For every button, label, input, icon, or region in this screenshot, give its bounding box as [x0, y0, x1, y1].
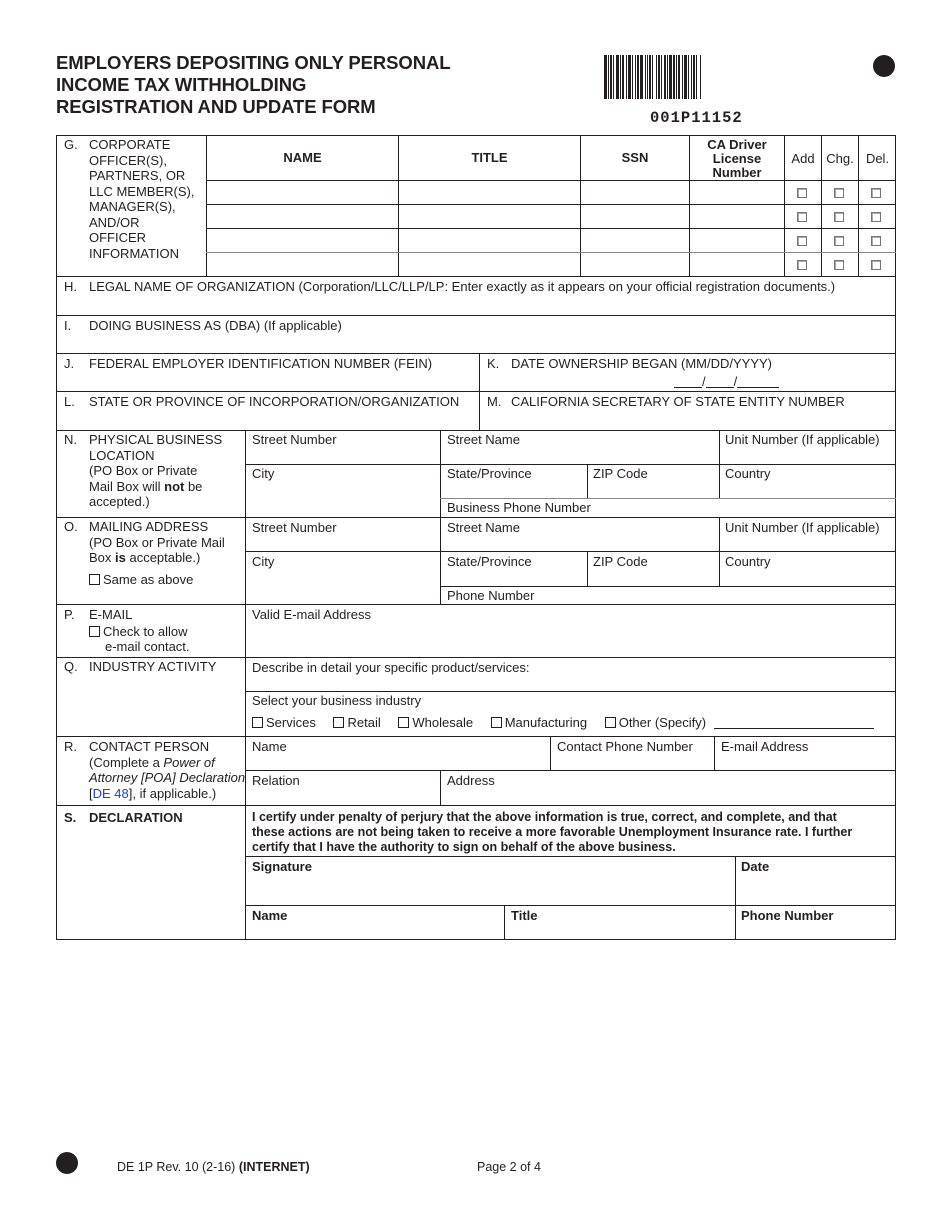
o-state-field[interactable]: State/Province: [447, 554, 532, 569]
r-note-italic: Attorney [POA] Declaration: [89, 770, 246, 785]
checkbox-icon[interactable]: [605, 717, 616, 728]
barcode-number: 001P11152: [650, 109, 743, 127]
officer-del-checkbox[interactable]: [871, 188, 881, 198]
g-label-line: AND/OR: [89, 214, 140, 230]
n-label-text: be: [184, 478, 203, 494]
statement-line: I certify under penalty of perjury that the above information is true, correct, and complete, and that: [252, 810, 837, 824]
section-m-letter: M.: [487, 394, 502, 409]
r-contact-phone-field[interactable]: Contact Phone Number: [557, 739, 693, 754]
officer-license-input[interactable]: [694, 184, 780, 202]
section-m-label: CALIFORNIA SECRETARY OF STATE ENTITY NUMBER: [511, 394, 845, 409]
o-street-name-field[interactable]: Street Name: [447, 520, 520, 535]
statement-line: certify that I have the authority to sign on behalf of the above business.: [252, 840, 676, 854]
title-line-2: INCOME TAX WITHHOLDING: [56, 74, 307, 95]
barcode-icon: [604, 55, 797, 99]
r-relation-field[interactable]: Relation: [252, 773, 300, 788]
col-header-chg: Chg.: [826, 151, 854, 166]
section-g-letter: G.: [64, 137, 78, 152]
other-specify-blank[interactable]: [714, 728, 874, 729]
section-o-letter: O.: [64, 519, 78, 534]
section-l-label: STATE OR PROVINCE OF INCORPORATION/ORGANIZATION: [89, 394, 460, 409]
section-k-label: DATE OWNERSHIP BEGAN (MM/DD/YYYY): [511, 356, 772, 371]
officer-license-input[interactable]: [694, 232, 780, 250]
r-note-text: (Complete a: [89, 754, 164, 770]
n-label-line: accepted.): [89, 494, 150, 509]
option-label: Other (Specify): [618, 715, 707, 730]
n-label-line: PHYSICAL BUSINESS: [89, 432, 223, 447]
checkbox-icon[interactable]: [89, 574, 100, 585]
option-label: Services: [266, 715, 316, 730]
declaration-name-field[interactable]: Name: [252, 908, 288, 923]
col-header-license: [690, 138, 784, 180]
section-n-letter: N.: [64, 432, 77, 447]
checkbox-icon[interactable]: [491, 717, 502, 728]
n-label-line: [89, 479, 222, 495]
n-zip-field[interactable]: ZIP Code: [593, 466, 648, 481]
section-s-letter: S.: [64, 810, 77, 825]
n-state-field[interactable]: State/Province: [447, 466, 532, 481]
same-as-above-label: Same as above: [103, 572, 194, 587]
o-city-field[interactable]: City: [252, 554, 275, 569]
email-contact-label: Check to allow: [103, 624, 188, 639]
n-street-name-field[interactable]: Street Name: [447, 432, 520, 447]
officer-del-checkbox[interactable]: [871, 212, 881, 222]
checkbox-icon[interactable]: [252, 717, 263, 728]
declaration-phone-field[interactable]: Phone Number: [741, 908, 834, 923]
option-label: Manufacturing: [504, 715, 588, 730]
officer-ssn-input[interactable]: [585, 232, 685, 250]
date-sep: /: [702, 374, 706, 389]
o-label-text: Box: [89, 550, 116, 565]
section-q-letter: Q.: [64, 659, 78, 674]
date-month-blank[interactable]: [674, 387, 702, 388]
section-o-label: [89, 519, 225, 566]
section-q-label: INDUSTRY ACTIVITY: [89, 659, 217, 674]
n-label-text: Mail Box will: [89, 478, 165, 494]
officer-ssn-input[interactable]: [585, 208, 685, 226]
registration-mark-icon: [873, 55, 895, 77]
r-note-text: ], if applicable.): [128, 785, 217, 801]
o-unit-field[interactable]: Unit Number (If applicable): [725, 520, 880, 535]
o-label-bold: is: [115, 550, 126, 565]
page-number: Page 2 of 4: [477, 1160, 541, 1174]
g-label-line: PARTNERS, OR: [89, 168, 186, 183]
form-revision: [117, 1160, 310, 1174]
g-label-line: LLC MEMBER(S),: [89, 183, 195, 199]
g-label-line: OFFICER: [89, 230, 147, 245]
option-services[interactable]: [252, 715, 316, 730]
g-label-line: MANAGER(S),: [89, 199, 176, 214]
section-k-letter: K.: [487, 356, 500, 371]
col-header-add: Add: [791, 151, 815, 166]
option-other[interactable]: [605, 715, 706, 730]
r-address-field[interactable]: Address: [447, 773, 495, 788]
date-year-blank[interactable]: [737, 387, 779, 388]
same-as-above-checkbox[interactable]: [89, 572, 193, 588]
officer-add-checkbox[interactable]: [797, 260, 807, 270]
n-phone-field[interactable]: Business Phone Number: [447, 500, 591, 515]
date-blanks[interactable]: [674, 374, 779, 390]
officer-ssn-input[interactable]: [585, 184, 685, 202]
form-id: DE 1P Rev. 10 (2-16): [117, 1160, 239, 1174]
officer-title-input[interactable]: [403, 208, 576, 226]
option-retail[interactable]: [333, 715, 380, 730]
n-street-number-field[interactable]: Street Number: [252, 432, 337, 447]
license-line: Number: [712, 165, 762, 180]
officer-name-input[interactable]: [211, 256, 394, 274]
officer-add-checkbox[interactable]: [797, 236, 807, 246]
option-label: Wholesale: [412, 715, 474, 730]
de48-link[interactable]: DE 48: [92, 785, 129, 801]
option-manufacturing[interactable]: [491, 715, 587, 730]
officer-chg-checkbox[interactable]: [834, 236, 844, 246]
statement-line: these actions are not being taken to receive a more favorable Unemployment Insurance rate. I further: [252, 825, 853, 839]
officer-name-input[interactable]: [211, 184, 394, 202]
section-j-letter: J.: [64, 356, 75, 371]
n-label-line: LOCATION: [89, 447, 155, 463]
checkbox-icon[interactable]: [398, 717, 409, 728]
option-label: Retail: [347, 715, 381, 730]
r-label-line: [DE 48], if applicable.): [89, 785, 217, 801]
r-label-line: [89, 755, 245, 771]
g-label-line: OFFICER(S),: [89, 152, 167, 168]
checkbox-icon[interactable]: [89, 626, 100, 637]
r-label-line: [89, 770, 245, 786]
section-i-label: DOING BUSINESS AS (DBA) (If applicable): [89, 318, 342, 333]
valid-email-field[interactable]: Valid E-mail Address: [252, 607, 371, 622]
declaration-title-field[interactable]: Title: [511, 908, 538, 923]
license-line: CA Driver: [707, 137, 767, 152]
option-wholesale[interactable]: [398, 715, 473, 730]
n-label-bold: not: [164, 478, 185, 494]
date-sep: /: [733, 374, 738, 389]
r-label-line: CONTACT PERSON: [89, 739, 210, 754]
declaration-statement: [252, 810, 852, 855]
officer-add-checkbox[interactable]: [797, 212, 807, 222]
officer-license-input[interactable]: [694, 256, 780, 274]
email-contact-checkbox[interactable]: [89, 624, 188, 640]
n-country-field[interactable]: Country: [725, 466, 771, 481]
o-country-field[interactable]: Country: [725, 554, 771, 569]
section-n-label: [89, 432, 222, 510]
section-p-label: E-MAIL: [89, 607, 133, 622]
describe-services-field[interactable]: Describe in detail your specific product/services:: [252, 660, 530, 675]
declaration-date-field[interactable]: Date: [741, 859, 770, 874]
officer-name-input[interactable]: [211, 208, 394, 226]
registration-mark-icon: [56, 1152, 78, 1174]
section-i-letter: I.: [64, 318, 72, 333]
r-name-field[interactable]: Name: [252, 739, 287, 754]
license-line: License: [712, 151, 762, 166]
section-j-label: FEDERAL EMPLOYER IDENTIFICATION NUMBER (FEIN): [89, 356, 433, 371]
officer-title-input[interactable]: [403, 184, 576, 202]
officer-chg-checkbox[interactable]: [834, 260, 844, 270]
form-title: [56, 52, 450, 118]
g-label-line: CORPORATE: [89, 137, 171, 152]
o-label-line: MAILING ADDRESS: [89, 519, 209, 534]
col-header-ssn: SSN: [621, 150, 649, 165]
officer-title-input[interactable]: [403, 256, 576, 274]
officer-title-input[interactable]: [403, 232, 576, 250]
title-line-3: REGISTRATION AND UPDATE FORM: [56, 96, 376, 117]
officer-name-input[interactable]: [211, 232, 394, 250]
officer-del-checkbox[interactable]: [871, 236, 881, 246]
email-contact-label-2: e-mail contact.: [105, 639, 190, 654]
o-label-line: [89, 550, 225, 566]
o-zip-field[interactable]: ZIP Code: [593, 554, 648, 569]
n-city-field[interactable]: City: [252, 466, 275, 481]
form-id-bold: (INTERNET): [238, 1160, 310, 1174]
n-label-line: (PO Box or Private: [89, 463, 198, 478]
officer-del-checkbox[interactable]: [871, 260, 881, 270]
section-h-label: LEGAL NAME OF ORGANIZATION (Corporation/LLC/LLP/LP: Enter exactly as it appears on your official registration documents.): [89, 279, 836, 294]
o-label-text: acceptable.): [125, 550, 201, 565]
col-header-title: TITLE: [471, 150, 508, 165]
section-p-letter: P.: [64, 607, 75, 622]
section-g-label: [89, 137, 194, 261]
select-industry-label: Select your business industry: [252, 693, 422, 708]
checkbox-icon[interactable]: [333, 717, 344, 728]
officer-chg-checkbox[interactable]: [834, 212, 844, 222]
officer-chg-checkbox[interactable]: [834, 188, 844, 198]
o-label-line: (PO Box or Private Mail: [89, 534, 225, 550]
section-r-letter: R.: [64, 739, 77, 754]
industry-options: [252, 715, 874, 731]
date-day-blank[interactable]: [706, 387, 734, 388]
officer-ssn-input[interactable]: [585, 256, 685, 274]
officer-add-checkbox[interactable]: [797, 188, 807, 198]
r-email-field[interactable]: E-mail Address: [721, 739, 809, 754]
signature-field[interactable]: Signature: [252, 859, 312, 874]
officer-license-input[interactable]: [694, 208, 780, 226]
section-r-label: [89, 739, 245, 801]
n-unit-field[interactable]: Unit Number (If applicable): [725, 432, 880, 447]
o-street-number-field[interactable]: Street Number: [252, 520, 337, 535]
title-line-1: EMPLOYERS DEPOSITING ONLY PERSONAL: [56, 52, 451, 73]
r-note-italic: Power of: [163, 754, 215, 770]
o-phone-field[interactable]: Phone Number: [447, 588, 535, 603]
g-label-line: INFORMATION: [89, 245, 180, 261]
section-l-letter: L.: [64, 394, 75, 409]
col-header-name: NAME: [283, 150, 322, 165]
section-s-label: DECLARATION: [89, 810, 183, 825]
col-header-del: Del.: [865, 151, 890, 166]
section-h-letter: H.: [64, 279, 77, 294]
